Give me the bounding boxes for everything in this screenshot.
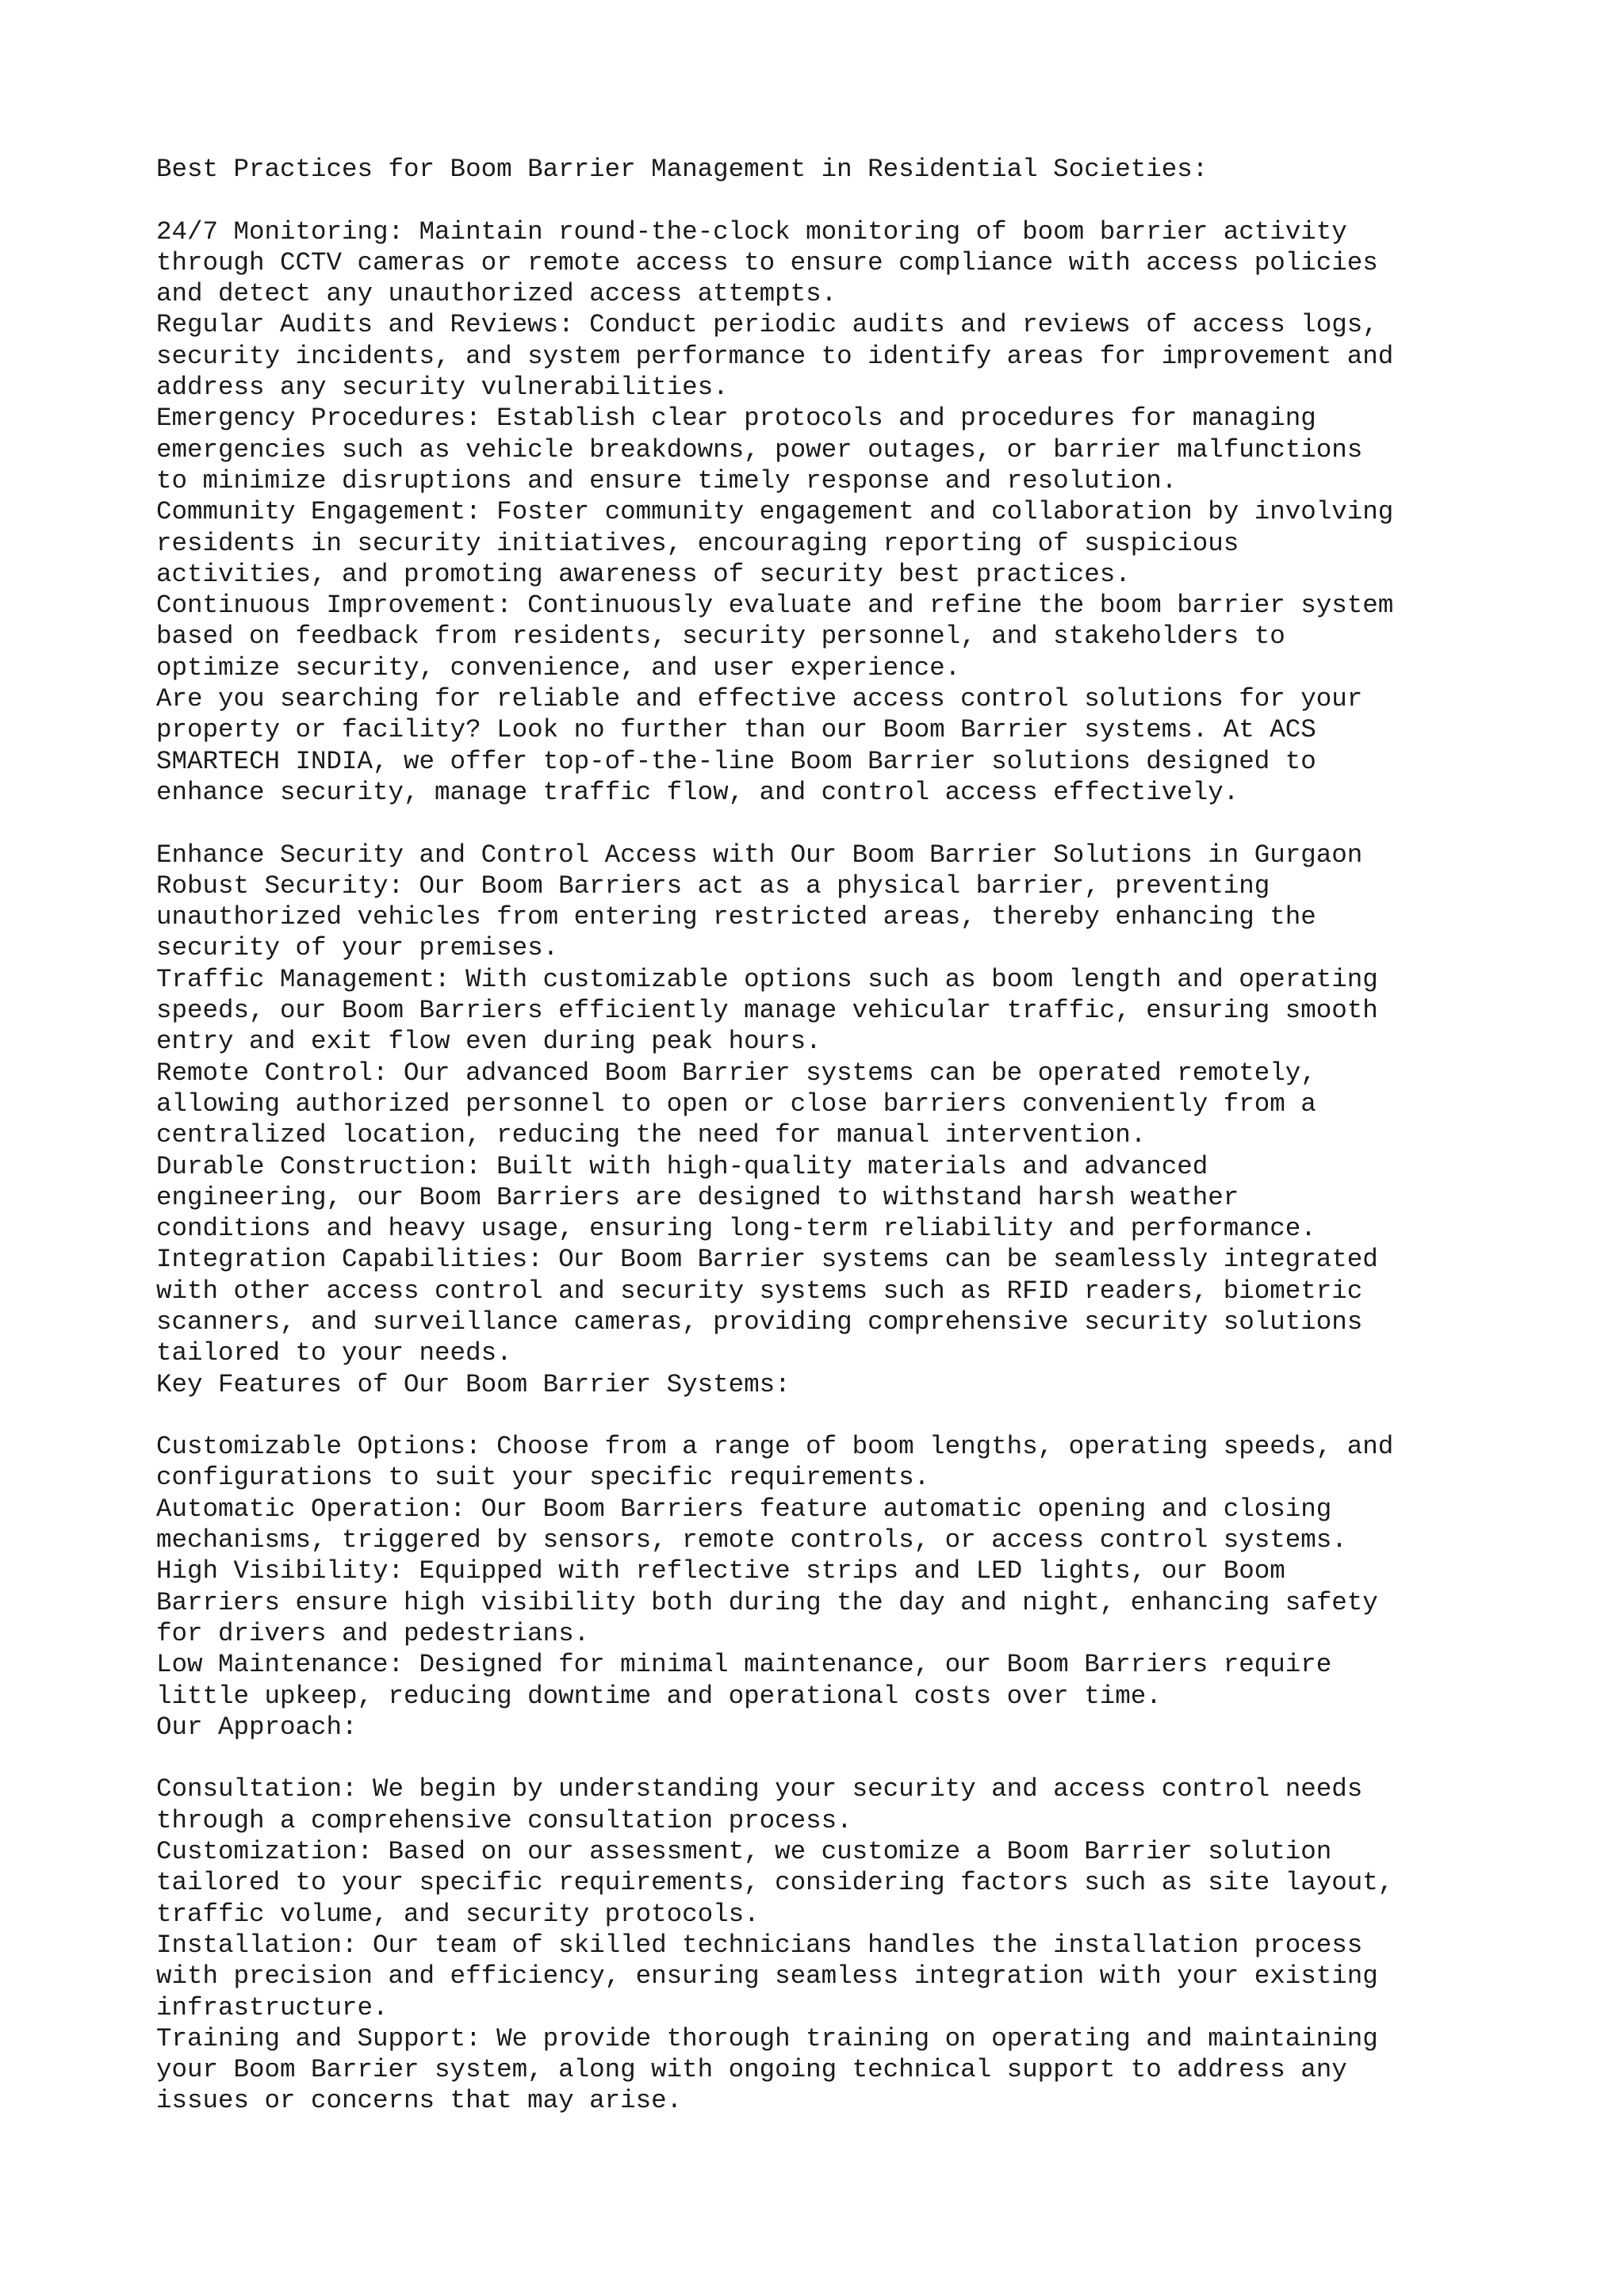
document-body [156, 154, 1584, 2117]
text-line: Are you searching for reliable and effective access control solutions for your [156, 684, 1363, 714]
text-line: enhance security, manage traffic flow, and control access effectively. [156, 777, 1239, 807]
text-line: tailored to your needs. [156, 1338, 512, 1368]
text-line: and detect any unauthorized access attempts. [156, 279, 837, 309]
text-line: to minimize disruptions and ensure timely response and resolution. [156, 465, 1178, 496]
text-line: with precision and efficiency, ensuring seamless integration with your existing [156, 1961, 1378, 1992]
text-line: based on feedback from residents, security personnel, and stakeholders to [156, 622, 1285, 652]
text-line: emergencies such as vehicle breakdowns, power outages, or barrier malfunctions [156, 434, 1363, 465]
text-line: Key Features of Our Boom Barrier Systems: [156, 1369, 791, 1399]
text-line: address any security vulnerabilities. [156, 373, 729, 403]
text-line: security incidents, and system performance to identify areas for improvement and [156, 341, 1394, 371]
blank-line [156, 1743, 1584, 1774]
text-line: issues or concerns that may arise. [156, 2086, 683, 2116]
blank-line [156, 1400, 1584, 1431]
text-line: activities, and promoting awareness of security best practices. [156, 559, 1131, 589]
text-line: High Visibility: Equipped with reflective strips and LED lights, our Boom [156, 1556, 1285, 1586]
text-line: through CCTV cameras or remote access to ensure compliance with access policies [156, 247, 1378, 277]
document-title: Best Practices for Boom Barrier Management in Residential Societies: [156, 155, 1208, 184]
text-line: Customization: Based on our assessment, we customize a Boom Barrier solution [156, 1837, 1332, 1867]
text-line: Customizable Options: Choose from a range of boom lengths, operating speeds, and [156, 1432, 1394, 1462]
text-line: scanners, and surveillance cameras, providing comprehensive security solutions [156, 1307, 1363, 1337]
text-line: conditions and heavy usage, ensuring long-term reliability and performance. [156, 1214, 1316, 1244]
text-line: Remote Control: Our advanced Boom Barrier systems can be operated remotely, [156, 1058, 1316, 1088]
text-line: Consultation: We begin by understanding your security and access control needs [156, 1774, 1363, 1804]
text-line: Integration Capabilities: Our Boom Barrier systems can be seamlessly integrated [156, 1245, 1378, 1275]
text-line: entry and exit flow even during peak hours. [156, 1027, 822, 1057]
text-line: Regular Audits and Reviews: Conduct periodic audits and reviews of access logs, [156, 310, 1378, 340]
text-line: Enhance Security and Control Access with Our Boom Barrier Solutions in Gurgaon [156, 840, 1363, 870]
text-line: Continuous Improvement: Continuously evaluate and refine the boom barrier system [156, 591, 1394, 621]
text-line: Training and Support: We provide thorough training on operating and maintaining [156, 2023, 1378, 2053]
text-line: for drivers and pedestrians. [156, 1618, 590, 1648]
text-line: Robust Security: Our Boom Barriers act as a physical barrier, preventing [156, 871, 1270, 901]
text-line: Automatic Operation: Our Boom Barriers feature automatic opening and closing [156, 1494, 1332, 1524]
text-line: mechanisms, triggered by sensors, remote controls, or access control systems. [156, 1525, 1347, 1556]
text-line: Emergency Procedures: Establish clear protocols and procedures for managing [156, 404, 1316, 434]
text-line: 24/7 Monitoring: Maintain round-the-clock monitoring of boom barrier activity [156, 216, 1347, 247]
text-line: configurations to suit your specific requirements. [156, 1463, 930, 1493]
text-line: little upkeep, reducing downtime and operational costs over time. [156, 1681, 1162, 1711]
text-line: Community Engagement: Foster community engagement and collaboration by involving [156, 497, 1394, 527]
text-line: tailored to your specific requirements, considering factors such as site layout, [156, 1868, 1394, 1898]
text-line: SMARTECH INDIA, we offer top-of-the-line Boom Barrier solutions designed to [156, 746, 1316, 776]
blank-line [156, 808, 1584, 839]
text-line: Traffic Management: With customizable options such as boom length and operating [156, 964, 1378, 994]
text-line: with other access control and security systems such as RFID readers, biometric [156, 1276, 1363, 1306]
text-line: Durable Construction: Built with high-quality materials and advanced [156, 1151, 1208, 1181]
text-line: infrastructure. [156, 1992, 389, 2022]
text-line: optimize security, convenience, and user experience. [156, 652, 961, 683]
text-line: residents in security initiatives, encouraging reporting of suspicious [156, 528, 1239, 558]
text-line: centralized location, reducing the need for manual intervention. [156, 1120, 1147, 1150]
text-line: Our Approach: [156, 1712, 358, 1742]
text-line: your Boom Barrier system, along with ongoing technical support to address any [156, 2055, 1347, 2085]
text-line: Barriers ensure high visibility both during the day and night, enhancing safety [156, 1587, 1378, 1617]
text-line: through a comprehensive consultation process. [156, 1805, 852, 1835]
text-line: Installation: Our team of skilled technicians handles the installation process [156, 1930, 1363, 1960]
blank-line [156, 185, 1584, 216]
text-line: unauthorized vehicles from entering restricted areas, thereby enhancing the [156, 902, 1316, 932]
text-line: speeds, our Boom Barriers efficiently manage vehicular traffic, ensuring smooth [156, 996, 1378, 1026]
text-line: security of your premises. [156, 933, 559, 963]
text-line: Low Maintenance: Designed for minimal maintenance, our Boom Barriers require [156, 1650, 1332, 1680]
text-line: traffic volume, and security protocols. [156, 1899, 760, 1929]
text-line: engineering, our Boom Barriers are designed to withstand harsh weather [156, 1182, 1239, 1212]
text-line: allowing authorized personnel to open or close barriers conveniently from a [156, 1089, 1316, 1119]
text-line: property or facility? Look no further than our Boom Barrier systems. At ACS [156, 715, 1316, 745]
